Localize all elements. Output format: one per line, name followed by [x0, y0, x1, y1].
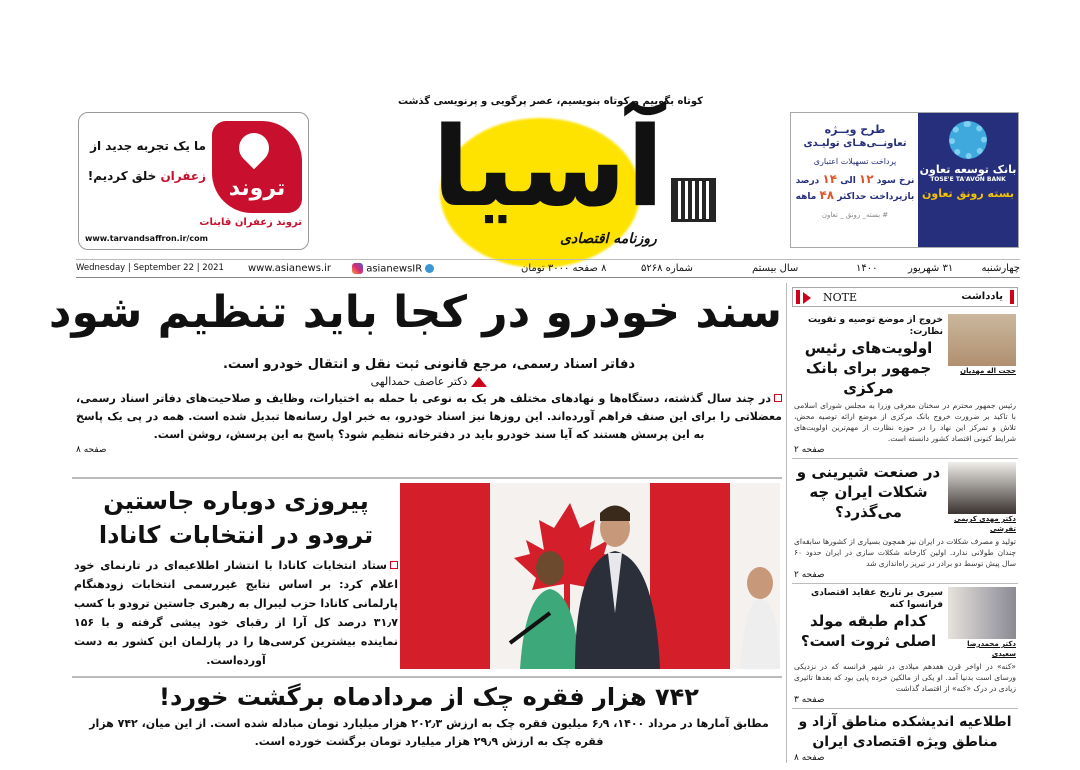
instagram-icon: [352, 263, 363, 274]
weekday-fa: چهارشنبه: [981, 263, 1020, 274]
ad-hashtag: # بسته_ رونق _ تعاون: [821, 211, 889, 219]
red-bar-icon: [796, 290, 800, 304]
divider: [72, 676, 782, 678]
lead-story: [48, 282, 782, 456]
website-link[interactable]: www.asianews.ir: [248, 263, 331, 274]
item-page-ref[interactable]: صفحه ۲: [794, 445, 825, 455]
price: ۸ صفحه ۳۰۰۰ تومان: [521, 263, 607, 274]
ad-title-1: طرح ویــژه: [824, 123, 886, 136]
info-bar: [76, 259, 1020, 278]
qr-code-icon[interactable]: [671, 178, 716, 222]
masthead-subtitle: روزنامه اقتصادی: [560, 231, 657, 247]
lead-subhead: دفاتر اسناد رسمی، مرجع قانونی ثبت نقل و انتقال خودرو است.: [222, 357, 636, 372]
sidebar-item[interactable]: [792, 459, 1018, 584]
issue-number: شماره ۵۲۶۸: [641, 263, 693, 274]
item-text: رئیس جمهور محترم در سخنان معرفی وزرا به مجلس شورای اسلامی با تاکید بر ضرورت خروج بانک مرکزی از موضع ارائه توصیه محض، تلاش و تمرکز این نهاد را در حوزه نظارت از مهم‌ترین اولویت‌های شرایط کنونی اقتصاد کشور دانسته است.: [794, 401, 1016, 443]
author-photo: [948, 462, 1016, 514]
ad-rate: نرخ سود ۱۲ الی ۱۴ درصد: [795, 172, 915, 186]
play-triangle-icon: [803, 292, 811, 304]
item-text: تولید و مصرف شکلات در ایران نیز همچون بسیاری از کشورها سابقه‌ای چندان طولانی ندارد. اولین کارخانه شکلات سازی در ایران حدود ۶۰ سال پیش توسط دو برادر در تبریز راه‌اندازی شد: [794, 537, 1016, 568]
item-kicker: سیری بر تاریخ عقاید اقتصادی فرانسوا کنه: [810, 588, 943, 610]
year-fa: ۱۴۰۰: [856, 263, 878, 274]
note-header: [792, 287, 1018, 307]
verified-icon: [425, 264, 434, 273]
bullet-icon: [390, 561, 398, 569]
note-label-fa: یادداشت: [961, 291, 1003, 302]
trudeau-photo: [400, 483, 780, 669]
ad-repay: بازپرداخت حداکثر ۴۸ ماهه: [795, 188, 915, 202]
item-title: کدام طبقه مولد اصلی ثروت است؟: [800, 612, 937, 650]
item-author: دکتر محمدرضا سعیدی: [967, 640, 1016, 658]
item-author: دکتر مهدی کریمی تفرشی: [954, 515, 1016, 533]
bank-name-en: TOSE'E TA'AVON BANK: [930, 176, 1006, 183]
lead-body: در چند سال گذشته، دستگاه‌ها و نهادهای مختلف هر یک به نوعی با حمله به اختیارات، وظایف و صلاحیت‌های دفاتر اسناد رسمی، معضلاتی را برای این صنف فراهم آورده‌اند. این روزها نیز اسناد خودرو، به خبر اول رسانه‌ها تبدیل شده است. همه در پی یک پاسخ به این پرسش هستند که آیا سند خودرو باید در دفترخانه تنظیم شود؟ پاسخ به این پرسش، روشن است.: [76, 392, 782, 441]
cheques-headline[interactable]: ۷۴۲ هزار فقره چک از مردادماه برگشت خورد!: [159, 683, 699, 711]
red-bar-icon: [1010, 290, 1014, 304]
bank-package: بسته رونق تعاون: [921, 187, 1015, 200]
item-author: حجت اله مهدیان: [960, 367, 1016, 375]
author-photo: [948, 587, 1016, 639]
lead-author: دکتر عاصف حمدالهی: [76, 374, 782, 390]
ad-brand: تروند زعفران قاینات: [199, 217, 302, 228]
cheques-body: مطابق آمارها در مرداد ۱۴۰۰، ۶٫۹ میلیون فقره چک به ارزش ۲۰۲٫۳ هزار میلیارد تومان مبادله شده است. از این میان، ۷۴۲ هزار فقره چک به ارزش ۲۹٫۹ هزار میلیارد تومان برگشت خورده است.: [89, 717, 769, 748]
bank-logo-icon: [949, 121, 987, 159]
item-kicker: خروج از موضع توصیه و تقویت نظارت:: [807, 315, 943, 337]
lead-page-ref[interactable]: صفحه ۸: [76, 445, 107, 455]
bank-name-fa: بانک توسعه تعاون: [919, 163, 1017, 176]
sidebar-item[interactable]: [792, 311, 1018, 459]
bank-ad[interactable]: [790, 112, 1019, 248]
instagram-link[interactable]: asianewsIR: [352, 263, 434, 275]
flame-icon: [233, 127, 275, 169]
item-page-ref[interactable]: صفحه ۸: [794, 753, 825, 763]
sidebar-notes: [792, 311, 1018, 766]
sidebar-item[interactable]: [792, 709, 1018, 766]
ad-line-1: ما یک تجربه جدید از: [90, 139, 206, 153]
divider: [72, 477, 782, 479]
lead-headline[interactable]: سند خودرو در کجا باید تنظیم شود: [48, 287, 782, 338]
triangle-icon: [471, 377, 487, 387]
bullet-icon: [774, 394, 782, 402]
masthead-slogan: کوتاه بگوییم و کوتاه بنویسیم، عصر پرگویی و پرنویسی گذشت: [398, 96, 703, 107]
ad-url[interactable]: www.tarvandsaffron.ir/com: [85, 234, 208, 243]
ad-line-2: زعفران خلق کردیم!: [87, 169, 206, 183]
date-fa: ۳۱ شهریور: [908, 263, 954, 274]
bank-ad-offer: [791, 113, 919, 247]
note-label-en: NOTE: [823, 291, 858, 304]
bank-ad-brand: [918, 113, 1018, 247]
canada-story: [74, 484, 398, 670]
ad-sub: پرداخت تسهیلات اعتباری: [813, 157, 897, 166]
sidebar-item[interactable]: [792, 584, 1018, 709]
item-text: «کنه» در اواخر قرن هفدهم میلادی در شهر فرانسه که در نزدیکی ورسای است بدنیا آمد. او یکی از مالکین خرده پایی بود که بعدها تاثیری زیادی در درک «کنه» از اقتصاد گذاشت: [794, 662, 1016, 693]
author-photo: [948, 314, 1016, 366]
cheques-story: [76, 681, 782, 751]
canada-body: ستاد انتخابات کانادا با انتشار اطلاعیه‌ای در تارنمای خود اعلام کرد: بر اساس نتایج غیررسمی انتخابات زودهنگام پارلمانی کانادا حزب لیبرال به رهبری جاستین ترودو با کسب ۳۱٫۷ درصد کل آرا از رقبای خود پیشی گرفته و با ۱۵۶ نماینده بیشترین کرسی‌ها را در پارلمان این کشور به دست آورده‌است.: [74, 559, 398, 667]
tarvand-saffron-ad[interactable]: [78, 112, 309, 250]
tarvand-logo: تروند: [212, 121, 302, 213]
masthead-logo: آسیا: [432, 103, 665, 231]
item-title: اولویت‌های رئیس جمهور برای بانک مرکزی: [804, 339, 933, 397]
ad-title-2: تعاونــی‌هـای تولیـدی: [803, 138, 907, 149]
column-separator: [786, 283, 787, 763]
canada-headline[interactable]: پیروزی دوباره جاستین ترودو در انتخابات کانادا: [98, 487, 374, 549]
date-en: Wednesday | September 22 | 2021: [76, 263, 224, 273]
item-title: در صنعت شیرینی و شکلات ایران چه می‌گذرد؟: [796, 463, 941, 521]
item-page-ref[interactable]: صفحه ۳: [794, 695, 825, 705]
item-page-ref[interactable]: صفحه ۲: [794, 570, 825, 580]
volume: سال بیستم: [752, 263, 799, 274]
item-title: اطلاعیه اندیشکده مناطق آزاد و مناطق ویژه اقتصادی ایران: [798, 714, 1012, 750]
